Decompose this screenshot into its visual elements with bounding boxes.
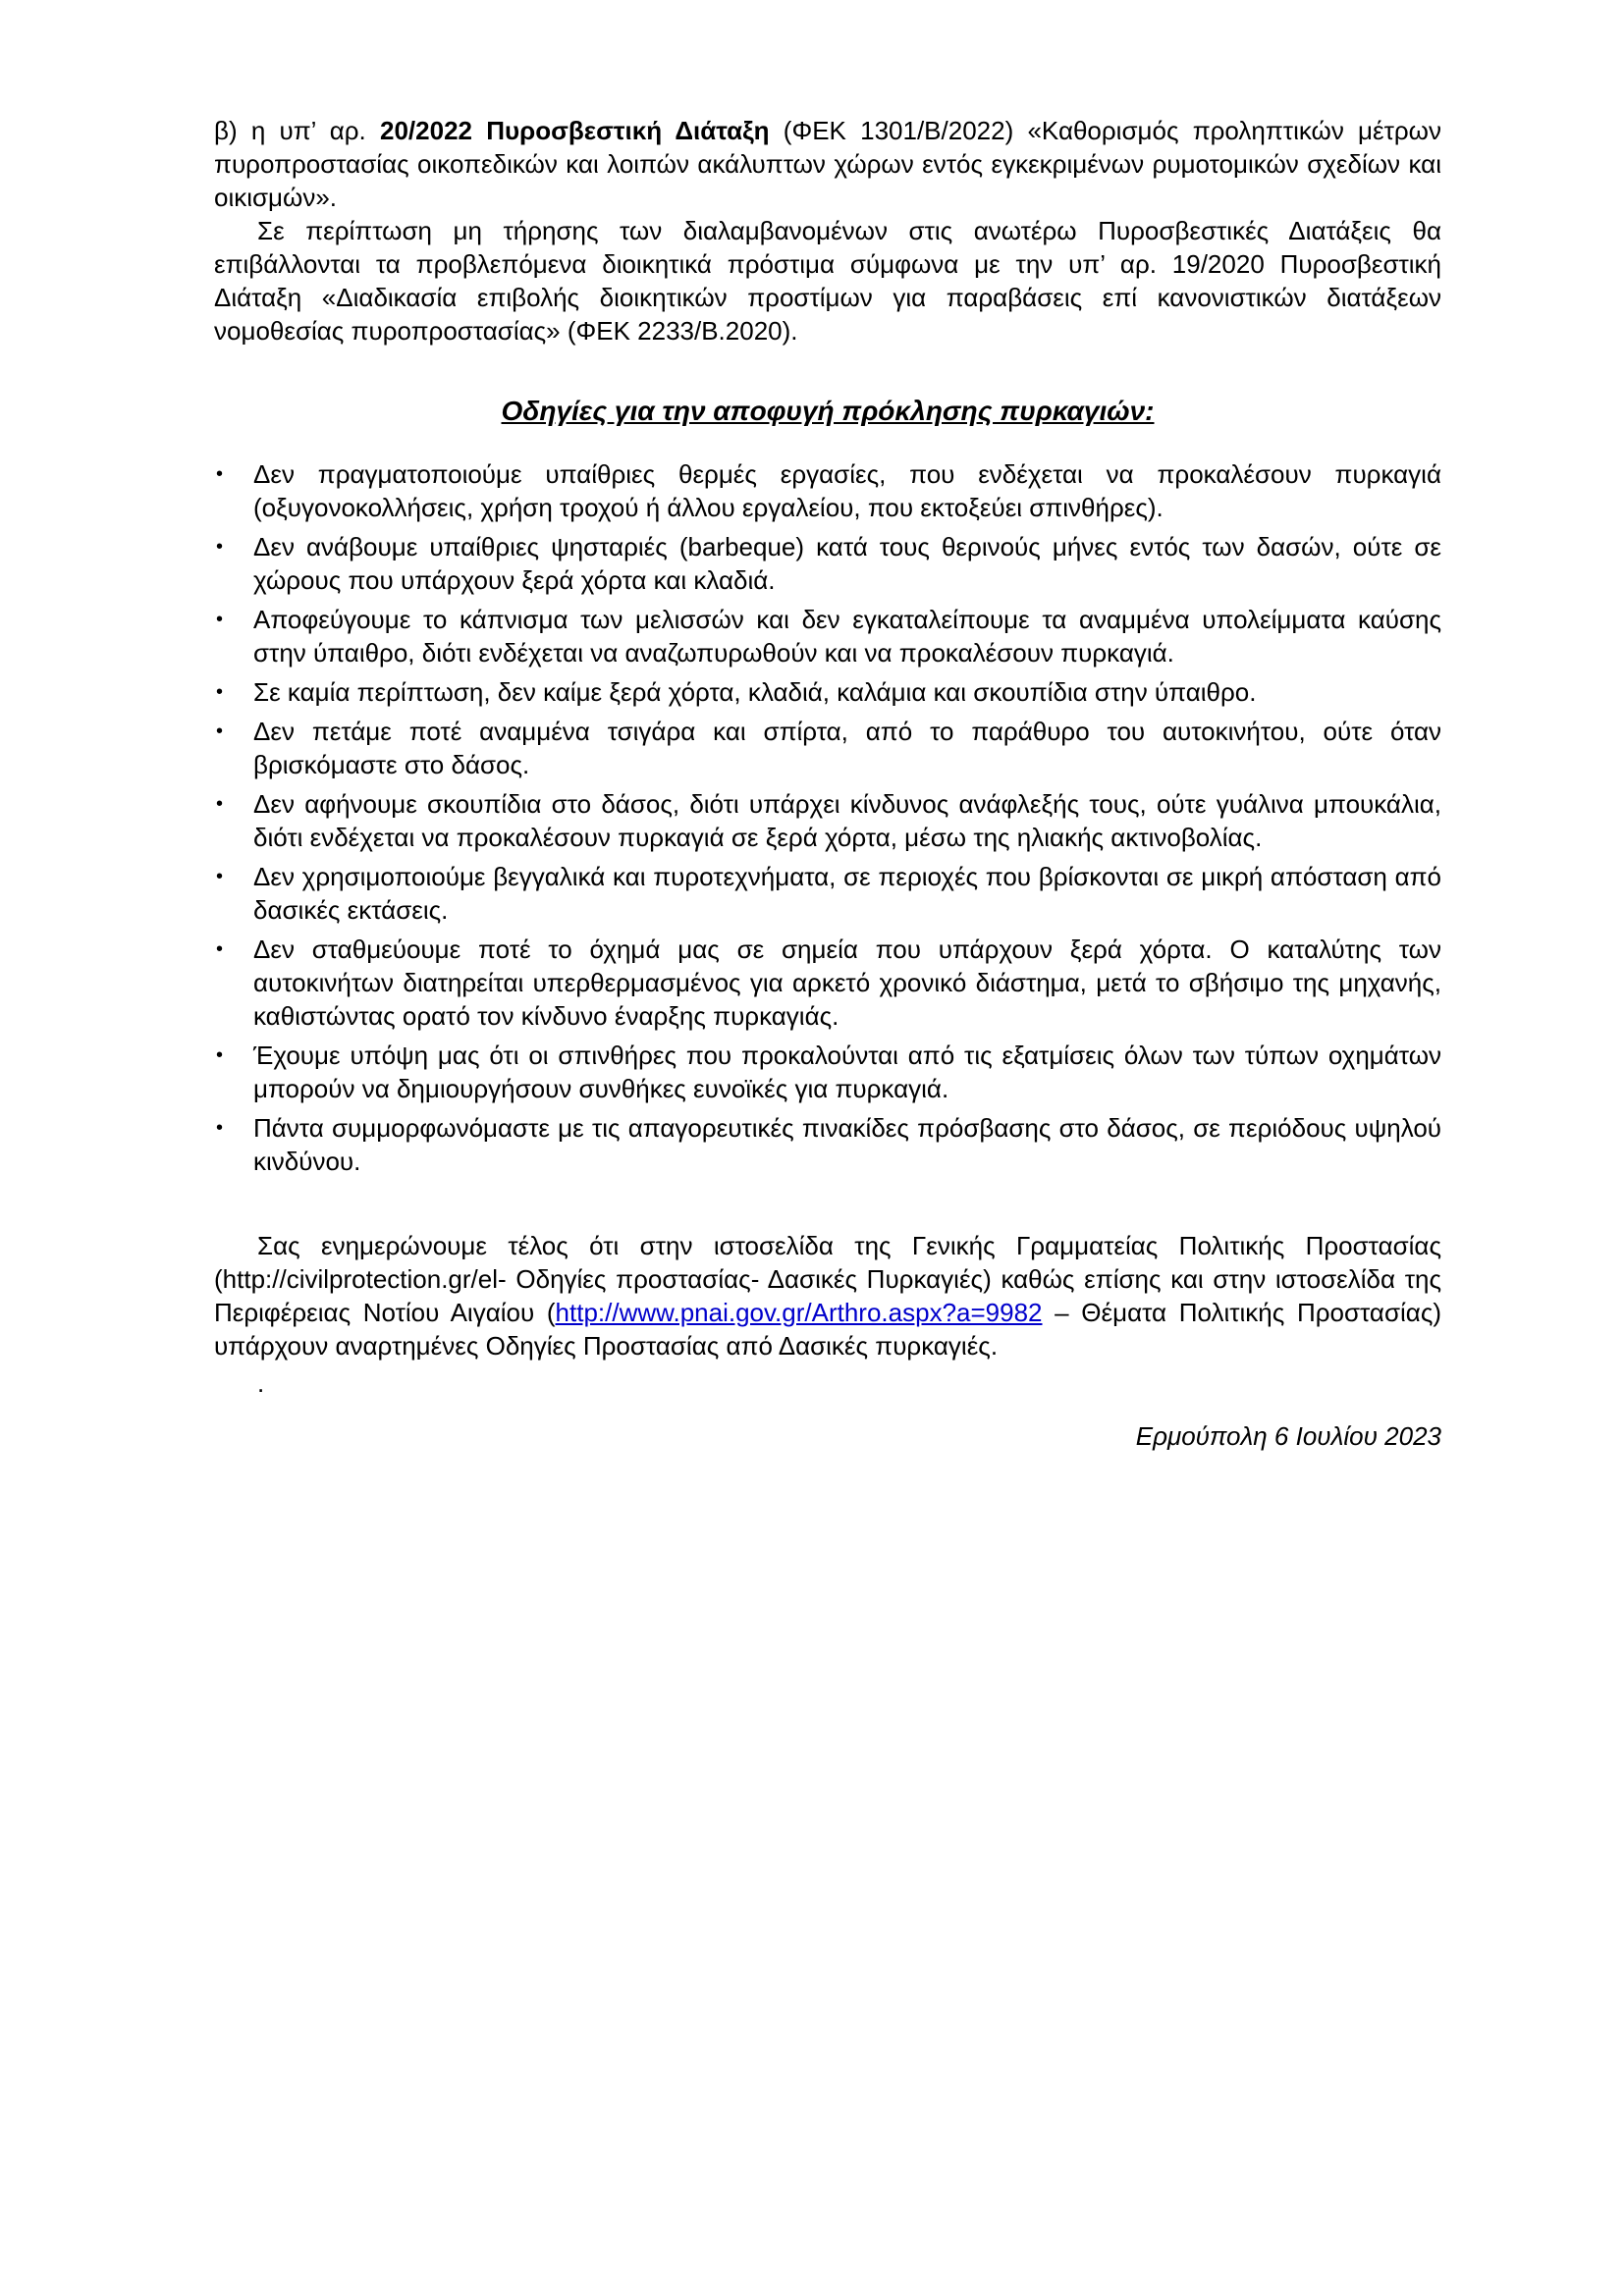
list-item bbox=[214, 1111, 1441, 1178]
paragraph-fire-ordinance bbox=[214, 114, 1441, 214]
pnai-link[interactable]: http://www.pnai.gov.gr/Arthro.aspx?a=9982 bbox=[555, 1298, 1043, 1327]
list-item bbox=[214, 603, 1441, 669]
bullet-icon: • bbox=[216, 536, 224, 558]
list-item bbox=[214, 787, 1441, 854]
section-heading: Οδηγίες για την αποφυγή πρόκλησης πυρκαγιών: bbox=[501, 396, 1155, 426]
closing-text-post: – Θέματα Πολιτικής Προστασίας) υπάρχουν αναρτημένες Οδηγίες Προστασίας από Δασικές πυρκαγιές. bbox=[214, 1298, 1442, 1361]
list-item-text: Δεν πετάμε ποτέ αναμμένα τσιγάρα και σπίρτα, από το παράθυρο του αυτοκινήτου, ούτε όταν βρισκόμαστε στο δάσος. bbox=[253, 717, 1441, 779]
list-item-text: Αποφεύγουμε το κάπνισμα των μελισσών και δεν εγκαταλείπουμε τα αναμμένα υπολείμματα καύσης στην ύπαιθρο, διότι ενδέχεται να αναζωπυρωθούν και να προκαλέσουν πυρκαγιά. bbox=[253, 605, 1441, 667]
list-item-text: Πάντα συμμορφωνόμαστε με τις απαγορευτικές πινακίδες πρόσβασης στο δάσος, σε περιόδους υψηλού κινδύνου. bbox=[253, 1113, 1441, 1176]
list-item-text: Δεν ανάβουμε υπαίθριες ψησταριές (barbeque) κατά τους θερινούς μήνες εντός των δασών, ούτε σε χώρους που υπάρχουν ξερά χόρτα και κλαδιά. bbox=[253, 532, 1441, 595]
stray-dot: . bbox=[257, 1368, 265, 1398]
tips-list bbox=[214, 457, 1441, 1178]
list-item bbox=[214, 715, 1441, 781]
bullet-icon: • bbox=[216, 1117, 224, 1139]
list-item bbox=[214, 530, 1441, 597]
list-item-text: Δεν πραγματοποιούμε υπαίθριες θερμές εργασίες, που ενδέχεται να προκαλέσουν πυρκαγιά (οξυγονοκολλήσεις, χρήση τροχού ή άλλου εργαλείου, που εκτοξεύει σπινθήρες). bbox=[253, 459, 1441, 522]
list-item bbox=[214, 933, 1441, 1033]
list-item-text: Δεν αφήνουμε σκουπίδια στο δάσος, διότι υπάρχει κίνδυνος ανάφλεξής τους, ούτε γυάλινα μπουκάλια, διότι ενδέχεται να προκαλέσουν πυρκαγιά σε ξερά χόρτα, μέσω της ηλιακής ακτινοβολίας. bbox=[253, 789, 1441, 852]
document-page bbox=[214, 114, 1441, 1453]
paragraph-closing bbox=[214, 1229, 1441, 1362]
ordinance-text-post: (ΦΕΚ 1301/Β/2022) «Καθορισμός προληπτικών μέτρων πυροπροστασίας οικοπεδικών και λοιπών ακάλυπτων χώρων εντός εγκεκριμένων ρυμοτομικών σχεδίων και οικισμών». bbox=[214, 116, 1441, 212]
bullet-icon: • bbox=[216, 721, 224, 742]
list-item-text: Δεν χρησιμοποιούμε βεγγαλικά και πυροτεχνήματα, σε περιοχές που βρίσκονται σε μικρή απόσταση από δασικές εκτάσεις. bbox=[253, 862, 1441, 925]
ordinance-title: 20/2022 Πυροσβεστική Διάταξη bbox=[380, 116, 770, 145]
closing-text-pre: Σας ενημερώνουμε τέλος ότι στην ιστοσελίδα της Γενικής Γραμματείας Πολιτικής Προστασίας (http://civilprotection.gr/el- Οδηγίες προστασίας- Δασικές Πυρκαγιές) καθώς επίσης και στην ιστοσελίδα της Περιφέρειας Νοτίου Αιγαίου ( bbox=[214, 1231, 1441, 1327]
list-item-text: Δεν σταθμεύουμε ποτέ το όχημά μας σε σημεία που υπάρχουν ξερά χόρτα. Ο καταλύτης των αυτοκινήτων διατηρείται υπερθερμασμένος για αρκετό χρονικό διάστημα, μετά το σβήσιμο της μηχανής, καθιστώντας ορατό τον κίνδυνο έναρξης πυρκαγιάς. bbox=[253, 934, 1441, 1031]
bullet-icon: • bbox=[216, 938, 224, 960]
paragraph-penalties: Σε περίπτωση μη τήρησης των διαλαμβανομένων στις ανωτέρω Πυροσβεστικές Διατάξεις θα επιβάλλονται τα προβλεπόμενα διοικητικά πρόστιμα σύμφωνα με την υπ’ αρ. 19/2020 Πυροσβεστική Διάταξη «Διαδικασία επιβολής διοικητικών προστίμων για παραβάσεις επί κανονιστικών διατάξεων νομοθεσίας πυροπροστασίας» (ΦΕΚ 2233/Β.2020). bbox=[214, 216, 1441, 346]
place-date: Ερμούπολη 6 Ιουλίου 2023 bbox=[1135, 1421, 1441, 1451]
list-item bbox=[214, 675, 1441, 709]
bullet-icon: • bbox=[216, 1044, 224, 1066]
bullet-icon: • bbox=[216, 463, 224, 485]
list-item bbox=[214, 1039, 1441, 1105]
bullet-icon: • bbox=[216, 866, 224, 887]
list-item-text: Σε καμία περίπτωση, δεν καίμε ξερά χόρτα, κλαδιά, καλάμια και σκουπίδια στην ύπαιθρο. bbox=[253, 677, 1257, 707]
bullet-icon: • bbox=[216, 793, 224, 815]
bullet-icon: • bbox=[216, 609, 224, 630]
list-item bbox=[214, 860, 1441, 927]
list-item-text: Έχουμε υπόψη μας ότι οι σπινθήρες που προκαλούνται από τις εξατμίσεις όλων των τύπων οχημάτων μπορούν να δημιουργήσουν συνθήκες ευνοϊκές για πυρκαγιά. bbox=[253, 1041, 1441, 1103]
bullet-icon: • bbox=[216, 681, 224, 703]
list-item bbox=[214, 457, 1441, 524]
ordinance-text-pre: β) η υπ’ αρ. bbox=[214, 116, 380, 145]
